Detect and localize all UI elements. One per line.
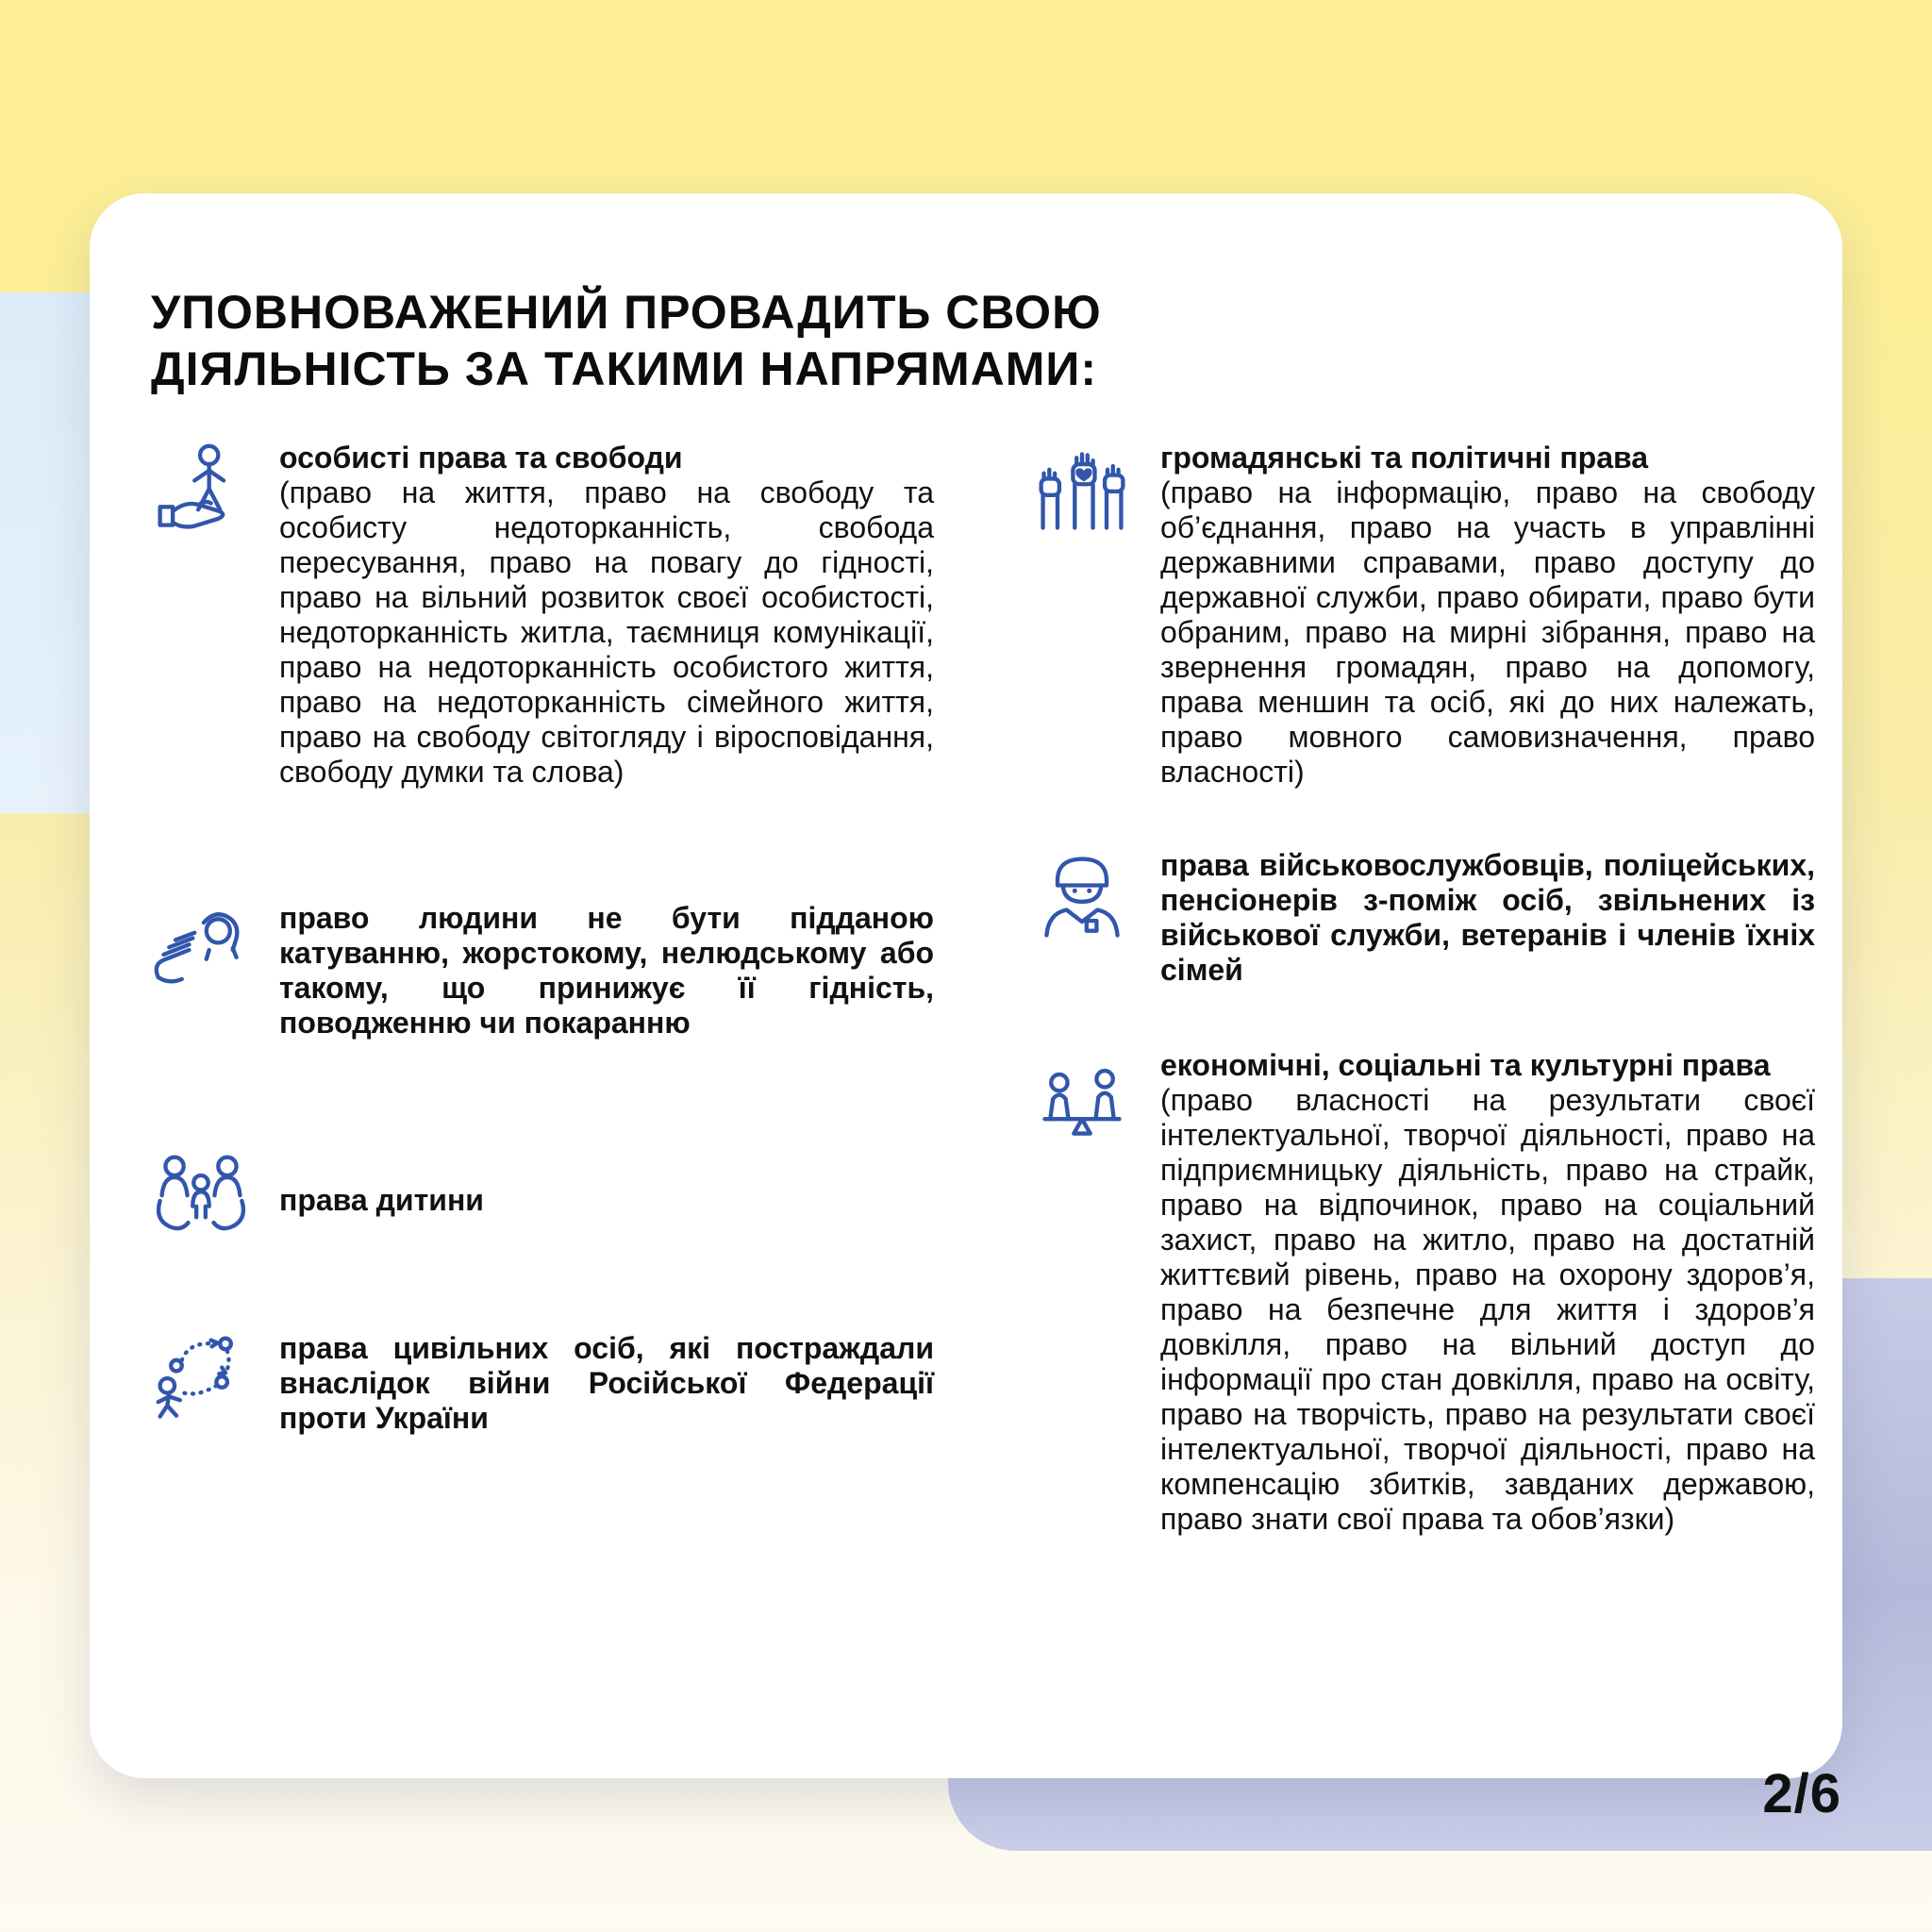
list-item-military-rights (1032, 848, 1815, 988)
item-body: права військовослужбовців, поліцейських, пенсіонерів з-поміж осіб, звільнених із військової служби, ветеранів і членів їхніх сімей (1160, 848, 1815, 987)
stop-violence-icon (151, 901, 251, 1001)
item-body: (право на інформацію, право на свободу об’єднання, право на участь в управлінні державними справами, право доступу до державної служби, право обирати, право бути обраним, право на мирні зібрання, право на звернення громадян, право на допомогу, права меншин та осіб, які до них належать, право мовного самовизначення, право власності) (1160, 475, 1815, 789)
item-text (1160, 441, 1815, 790)
item-text (279, 1183, 934, 1218)
item-title: економічні, соціальні та культурні права (1160, 1048, 1771, 1082)
page-number: 2/6 (1762, 1763, 1841, 1824)
left-column (151, 441, 934, 1537)
raised-hands-heart-icon (1032, 441, 1132, 541)
content-card (90, 193, 1842, 1778)
item-body: (право власності на результати своєї інтелектуальної, творчої діяльності, право на підприємницьку діяльність, право на страйк, право на відпочинок, право на соціальний захист, право на житло, право на достатній життєвий рівень, право на охорону здоров’я, право на безпечне для життя і здоров’я довкілля, право на вільний доступ до інформації про стан довкілля, право на освіту, право на творчість, право на результати своєї інтелектуальної, творчої діяльності, право на компенсацію збитків, завданих державою, право знати свої права та обов’язки) (1160, 1083, 1815, 1536)
item-body: права дитини (279, 1182, 484, 1217)
family-child-icon (151, 1150, 251, 1250)
displaced-person-icon (151, 1331, 251, 1431)
list-item-civilians-war (151, 1331, 934, 1436)
item-text (1160, 848, 1815, 988)
item-title: громадянські та політичні права (1160, 441, 1649, 475)
item-text (1160, 1048, 1815, 1537)
page-title-line1: УПОВНОВАЖЕНИЙ ПРОВАДИТЬ СВОЮ (151, 286, 1102, 339)
item-text (279, 441, 934, 790)
item-body: право людини не бути підданою катуванню, жорстокому, нелюдському або такому, що принижує її гідність, поводженню чи покаранню (279, 901, 934, 1040)
item-title: особисті права та свободи (279, 441, 683, 475)
item-text (279, 1331, 934, 1436)
item-body: права цивільних осіб, які постраждали внаслідок війни Російської Федерації проти України (279, 1331, 934, 1435)
list-item-children-rights (151, 1150, 934, 1250)
list-item-personal-rights (151, 441, 934, 790)
list-item-no-torture (151, 901, 934, 1041)
right-column (1032, 441, 1815, 1537)
page-title-line2: ДІЯЛЬНІСТЬ ЗА ТАКИМИ НАПРЯМАМИ: (151, 342, 1097, 395)
balance-people-icon (1032, 1048, 1132, 1148)
list-item-civil-political-rights (1032, 441, 1815, 790)
two-column-list (151, 441, 1815, 1537)
item-text (279, 901, 934, 1041)
page-title (151, 284, 1759, 397)
soldier-icon (1032, 848, 1132, 948)
list-item-economic-social-cultural (1032, 1048, 1815, 1537)
item-body: (право на життя, право на свободу та особисту недоторканність, свобода пересування, право на повагу до гідності, право на вільний розвиток своєї особистості, недоторканність житла, таємниця комунікації, право на недоторканність особистого життя, право на недоторканність сімейного життя, право на свободу світогляду і віросповідання, свободу думки та слова) (279, 475, 934, 789)
person-in-hand-icon (151, 441, 251, 541)
